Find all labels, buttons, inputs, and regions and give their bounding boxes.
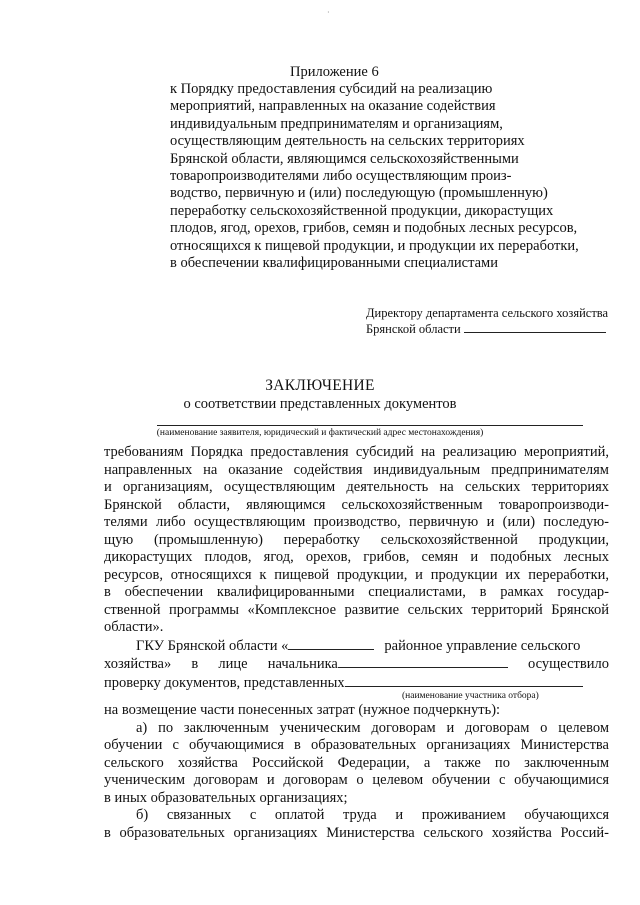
annex-line: водство, первичную и (или) последующую (промышленную) [170,185,548,202]
text-fragment: осуществило [528,656,609,672]
body-line: сельского хозяйства Российской Федерации, а также по заключенным [104,754,609,771]
body-line: направленных на оказание содействия индивидуальным предпринимателям [104,461,609,478]
body-line: области». [104,619,164,635]
gku-label-cont: районное управление сельского [384,637,581,654]
body-line: дикорастущих плодов, ягод, орехов, грибов, семян и подобных лесных [104,549,609,565]
body-line: ственной программы «Комплексное развитие сельских территорий Брянской [104,601,609,618]
annex-header [170,81,610,272]
scan-mark: · [327,8,330,17]
text-fragment: начальника [267,656,338,672]
addressee-name-field [464,321,606,333]
text-fragment: проверку документов, представленных [104,674,345,691]
body-line: щую (промышленную) переработку сельскохозяйственной продукции, [104,531,609,548]
document-subtitle: о соответствии представленных документов [183,396,457,412]
text-fragment: лице [218,656,248,672]
addressee-line: Директору департамента сельского хозяйства [366,306,609,320]
body-line: телями либо осуществляющим производство, первичную и (или) последую- [104,514,609,530]
body-line: обучении с обучающимися в образовательных организациях Министерства [104,737,609,753]
annex-line: Брянской области, являющимся сельскохозяйственными [170,150,519,167]
annex-line: товаропроизводителями либо осуществляющим произ- [170,168,512,185]
body-line [104,637,609,656]
body-line: требованиям Порядка предоставления субсидий на реализацию мероприятий, [104,444,609,460]
annex-line: переработку сельскохозяйственной продукции, дикорастущих [170,202,554,219]
annex-title: Приложение 6 [290,64,379,80]
annex-line: осуществляющим деятельность на сельских территориях [170,133,525,150]
applicant-caption: (наименование заявителя, юридический и фактический адрес местонахождения) [156,428,484,438]
participant-name-field [345,674,583,687]
annex-line: относящихся к пищевой продукции, и продукции их переработки, [170,237,579,254]
body-line: в обеспечении квалифицированными специалистами, в рамках государ- [104,584,609,600]
head-name-field [338,655,508,668]
document-title: ЗАКЛЮЧЕНИЕ [265,377,375,394]
annex-line: плодов, ягод, орехов, грибов, семян и подобных лесных ресурсов, [170,220,578,237]
addressee-block [366,305,608,337]
body-line: и организациям, осуществляющим деятельность на сельских территориях [104,479,609,495]
text-fragment: хозяйства» [104,656,172,672]
body-line [104,674,609,693]
annex-line: в обеспечении квалифицированными специалистами [170,255,498,272]
body-line: в образовательных организациях Министерства сельского хозяйства Россий- [104,824,609,841]
body-line: в иных образовательных организациях; [104,789,348,806]
body-line: а) по заключенным ученическим договорам и договорам о целевом [136,719,609,736]
body-line [104,655,609,674]
body-line: ученическим договорам и договорам о целевом обучении с обучающимися [104,772,609,788]
body-line: на возмещение части понесенных затрат (нужное подчеркнуть): [104,702,501,718]
body-line: б) связанных с оплатой труда и проживанием обучающихся [136,807,609,823]
annex-line: индивидуальным предпринимателям и организациям, [170,115,503,132]
annex-line: к Порядку предоставления субсидий на реализацию [170,81,493,97]
text-fragment: в [191,656,199,672]
annex-line: мероприятий, направленных на оказание содействия [170,98,496,115]
participant-caption: (наименование участника отбора) [402,691,539,701]
district-field [288,637,374,650]
applicant-name-field [157,425,583,426]
document-body [104,444,609,842]
addressee-region: Брянской области [366,322,461,336]
gku-label: ГКУ Брянской области « [136,637,289,654]
body-line: ресурсов, относящихся к пищевой продукции, и продукции их переработки, [104,566,609,583]
body-line: Брянской области, являющимся сельскохозяйственным товаропроизводи- [104,496,609,513]
